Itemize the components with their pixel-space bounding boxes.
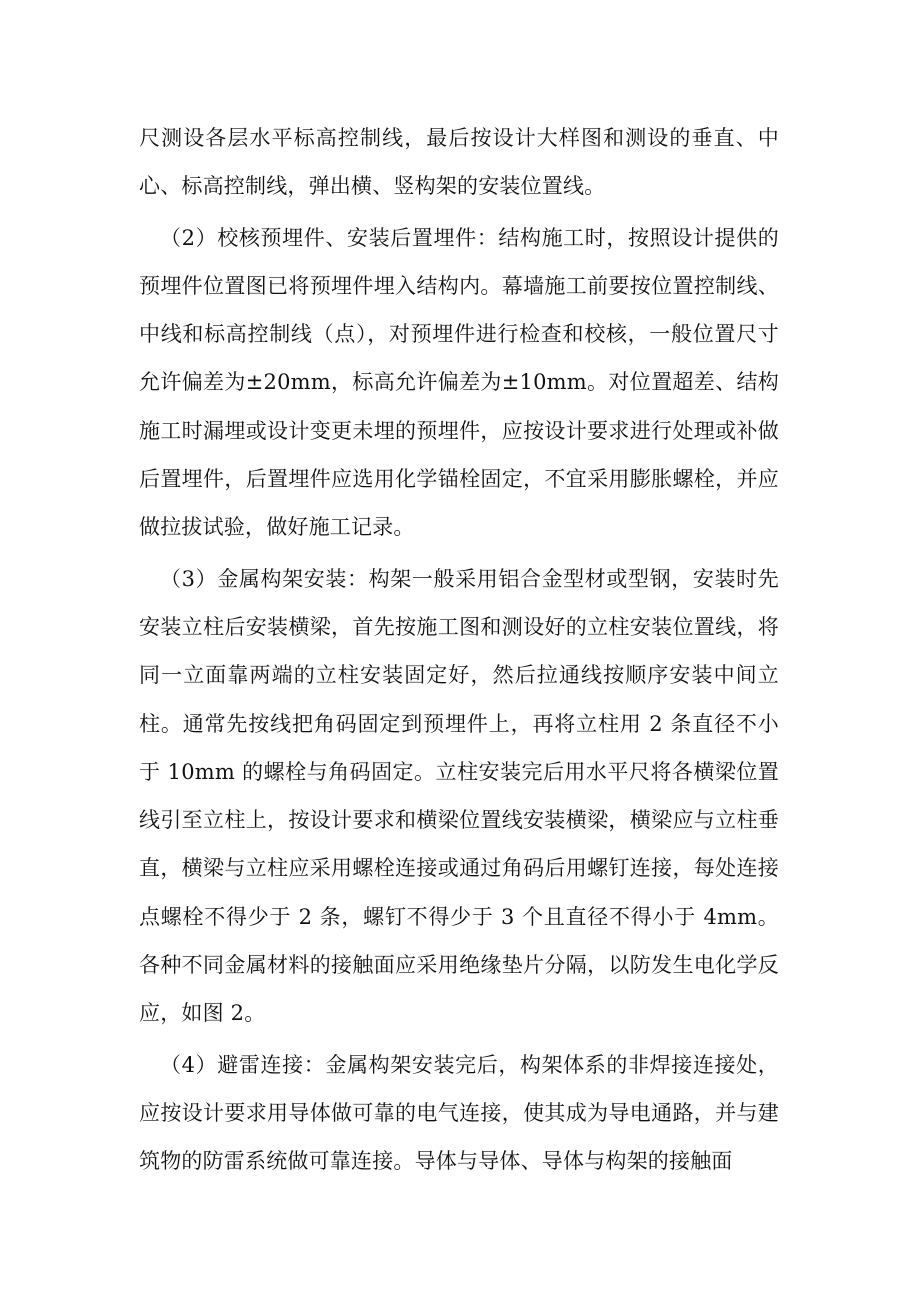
paragraph-lightning-connection: （4）避雷连接：金属构架安装完后，构架体系的非焊接连接处，应按设计要求用导体做可靠的电气连接，使其成为导电通路，并与建筑物的防雷系统做可靠连接。导体与导体、导体与构架的接触面 — [139, 1052, 779, 1174]
paragraph-continuation: 尺测设各层水平标高控制线，最后按设计大样图和测设的垂直、中心、标高控制线，弹出横、竖构架的安装位置线。 — [139, 126, 779, 199]
paragraph-embedded-parts: （2）校核预埋件、安装后置埋件：结构施工时，按照设计提供的预埋件位置图已将预埋件埋入结构内。幕墙施工前要按位置控制线、中线和标高控制线（点），对预埋件进行检查和校核，一般位置尺寸允许偏差为±20mm，标高允许偏差为±10mm。对位置超差、结构施工时漏埋或设计变更未埋的预埋件，应按设计要求进行处理或补做后置埋件，后置埋件应选用化学锚栓固定，不宜采用膨胀螺栓，并应做拉拔试验，做好施工记录。 — [139, 225, 779, 540]
paragraph-metal-frame-installation: （3）金属构架安装：构架一般采用铝合金型材或型钢，安装时先安装立柱后安装横梁，首先按施工图和测设好的立柱安装位置线，将同一立面靠两端的立柱安装固定好，然后拉通线按顺序安装中间立柱。通常先按线把角码固定到预埋件上，再将立柱用 2 条直径不小于 10mm 的螺栓与角码固定。立柱安装完后用水平尺将各横梁位置线引至立柱上，按设计要求和横梁位置线安装横梁，横梁应与立柱垂直，横梁与立柱应采用螺栓连接或通过角码后用螺钉连接，每处连接点螺栓不得少于 2 条，螺钉不得少于 3 个且直径不得小于 4mm。各种不同金属材料的接触面应采用绝缘垫片分隔，以防发生电化学反应，如图 2。 — [139, 566, 779, 1026]
document-body — [139, 114, 779, 1186]
